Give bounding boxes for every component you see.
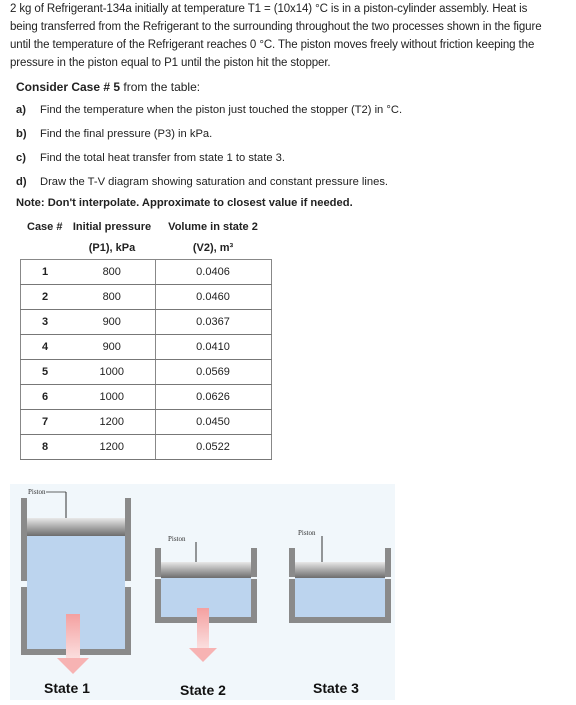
cell-pressure: 900 [69,335,155,360]
table-row [21,335,272,360]
state-3-cylinder [292,536,388,620]
table-row [21,285,272,310]
note: Note: Don't interpolate. Approximate to closest value if needed. [16,197,353,209]
cell-pressure: 800 [69,285,155,310]
subheader-case [21,237,70,260]
question-c: c) Find the total heat transfer from state 1 to state 3. [16,152,286,164]
state-3-label: State 3 [313,680,359,696]
subheader-volume: (V2), m³ [192,242,234,254]
piston-label-state-2: Piston [168,535,186,543]
table-header-row [21,217,272,237]
cell-volume: 0.0626 [155,385,271,410]
problem-line: pressure in the piston equal to P1 until the piston hit the stopper. [10,57,331,69]
problem-line: until the temperature of the Refrigerant reaches 0 °C. The piston moves freely without friction keeping the [10,39,535,51]
state-2-label: State 2 [180,682,226,698]
problem-line: 2 kg of Refrigerant-134a initially at temperature T1 = (10x14) °C is in a piston-cylinder assembly. Heat is [10,3,528,15]
table-row [21,385,272,410]
cell-volume: 0.0522 [155,435,271,460]
cell-case: 8 [21,435,70,460]
cell-pressure: 800 [69,260,155,285]
cell-volume: 0.0460 [155,285,271,310]
table-subheader-row [21,237,272,260]
table-row [21,410,272,435]
header-pressure: Initial pressure [72,221,152,233]
consider-rest: from the table: [120,80,201,94]
cases-table [20,217,272,460]
cell-case: 2 [21,285,70,310]
piston-label-state-1: Piston [28,488,46,496]
cell-pressure: 1000 [69,385,155,410]
piston-cylinder-figure [10,484,395,700]
cell-volume: 0.0410 [155,335,271,360]
cell-pressure: 1000 [69,360,155,385]
question-a: a) Find the temperature when the piston just touched the stopper (T2) in °C. [16,104,403,116]
question-d: d) Draw the T-V diagram showing saturation and constant pressure lines. [16,176,389,188]
cell-volume: 0.0450 [155,410,271,435]
subheader-pressure: (P1), kPa [88,242,136,254]
figure-drawing [10,484,395,700]
state-1-label: State 1 [44,680,90,696]
problem-line: being transferred from the Refrigerant to the surrounding throughout the two processes shown in the figure [10,21,542,33]
cell-case: 1 [21,260,70,285]
cell-case: 7 [21,410,70,435]
piston-label-state-3: Piston [298,529,316,537]
cell-pressure: 1200 [69,410,155,435]
table-row [21,435,272,460]
cell-case: 6 [21,385,70,410]
header-volume: Volume in state 2 [168,221,258,233]
state-2-cylinder [158,542,254,662]
problem-statement [10,0,566,72]
cell-pressure: 1200 [69,435,155,460]
table-row [21,260,272,285]
cell-case: 3 [21,310,70,335]
question-b: b) Find the final pressure (P3) in kPa. [16,128,213,140]
cell-volume: 0.0406 [155,260,271,285]
header-case: Case # [27,221,63,233]
state-1-cylinder [24,492,128,674]
consider-heading [16,80,200,94]
cell-case: 5 [21,360,70,385]
cell-case: 4 [21,335,70,360]
cell-pressure: 900 [69,310,155,335]
cell-volume: 0.0569 [155,360,271,385]
consider-bold: Consider Case # 5 [16,80,121,94]
cell-volume: 0.0367 [155,310,271,335]
table-row [21,310,272,335]
table-row [21,360,272,385]
